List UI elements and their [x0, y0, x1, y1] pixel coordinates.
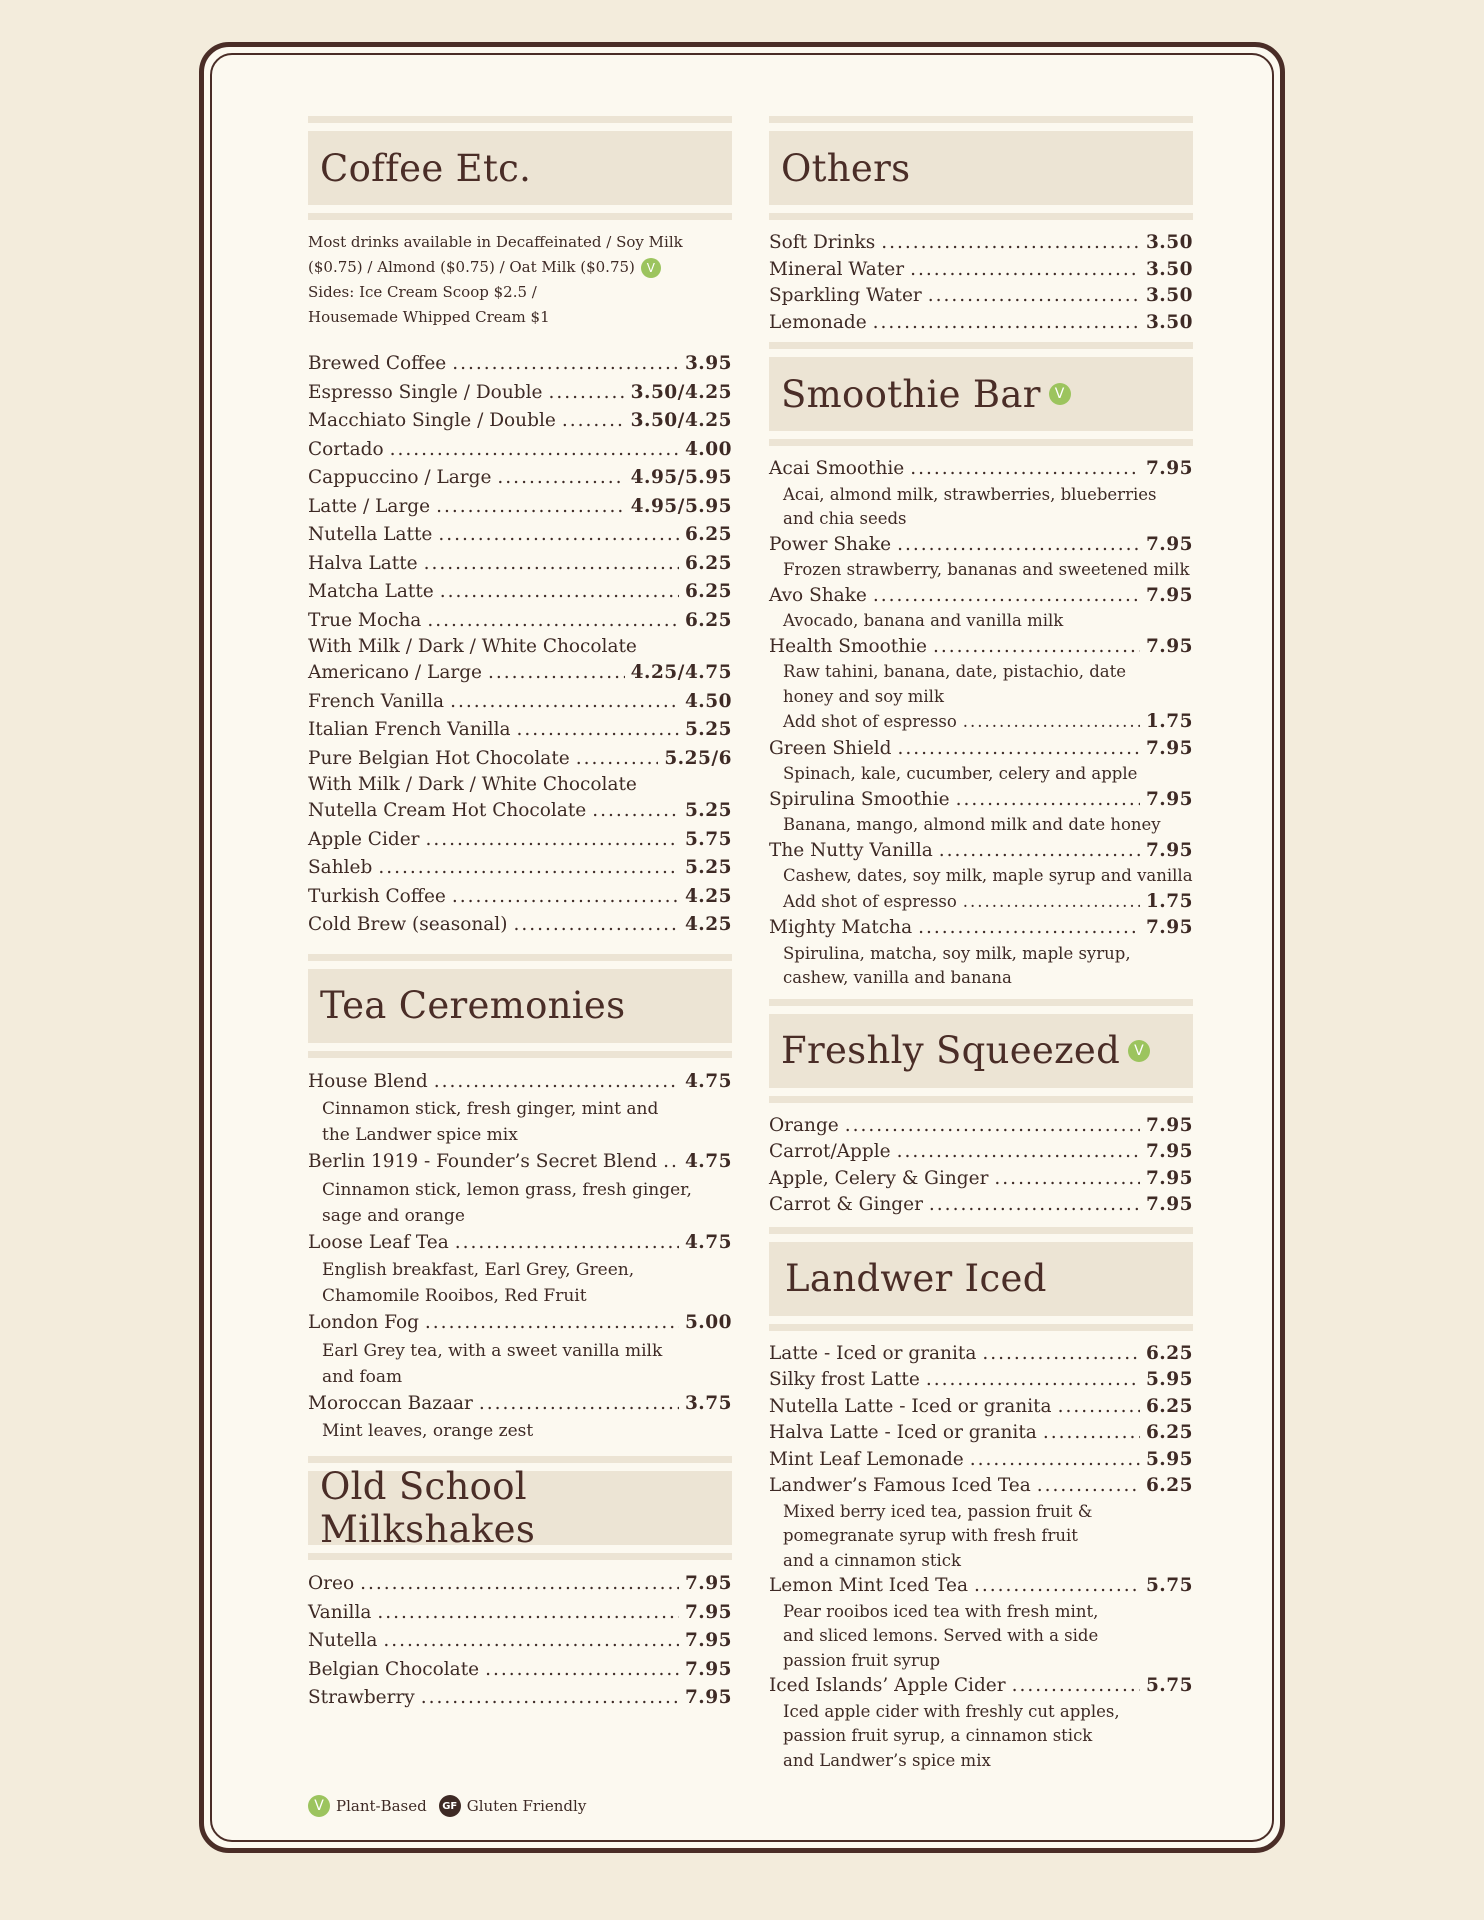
tea-title: Tea Ceremonies: [320, 984, 626, 1027]
menu-item: [308, 464, 732, 493]
coffee-note-line: Sides: Ice Cream Scoop $2.5 /: [308, 283, 537, 301]
item-name: Strawberry: [308, 1687, 415, 1708]
smoothie-list: [769, 456, 1193, 991]
item-name: Spirulina Smoothie: [769, 788, 950, 810]
item-description: Mixed berry iced tea, passion fruit &: [783, 1501, 1093, 1521]
item-name: Belgian Chocolate: [308, 1658, 480, 1680]
item-price: 4.75: [684, 1151, 732, 1172]
item-name: Halva Latte - Iced or granita: [769, 1422, 1037, 1443]
dot-leader: [450, 688, 679, 717]
menu-item: [769, 257, 1193, 284]
squeezed-header: [769, 999, 1193, 1103]
menu-item: [769, 1573, 1193, 1600]
menu-item: [769, 230, 1193, 257]
item-price: 5.25: [684, 719, 732, 740]
dot-leader: [1058, 1394, 1140, 1421]
dot-leader: [440, 578, 679, 607]
dot-leader: [390, 436, 679, 465]
item-price: 7.95: [684, 1687, 732, 1708]
menu-item: [308, 578, 732, 607]
menu-item: [308, 1068, 732, 1097]
menu-item: [769, 1192, 1193, 1219]
dot-leader: [1043, 1420, 1140, 1447]
item-price: 3.50: [1145, 285, 1193, 306]
item-name: Macchiato Single / Double: [308, 410, 556, 431]
item-name: Vanilla: [308, 1601, 372, 1623]
item-name: Mineral Water: [769, 258, 905, 280]
item-name: Apple, Celery & Ginger: [769, 1167, 989, 1189]
menu-item: [769, 456, 1193, 483]
menu-item: [769, 1341, 1193, 1368]
item-description: cashew, vanilla and banana: [783, 968, 1012, 987]
item-name: Orange: [769, 1114, 839, 1136]
item-price: 3.75: [684, 1392, 732, 1414]
menu-item: [769, 583, 1193, 610]
item-name: Latte / Large: [308, 495, 431, 517]
item-price: 5.00: [684, 1312, 732, 1333]
menu-item: [769, 1420, 1193, 1447]
menu-item: [308, 854, 732, 883]
item-name: Iced Islands’ Apple Cider: [769, 1675, 1006, 1696]
tea-list: [308, 1068, 732, 1445]
menu-item: [769, 838, 1193, 865]
menu-item: [308, 797, 732, 826]
menu-item: [308, 688, 732, 717]
dot-leader: [926, 1367, 1140, 1394]
dot-leader: [488, 659, 625, 688]
item-price: 4.75: [684, 1070, 732, 1092]
dot-leader: [383, 1627, 679, 1656]
item-name: Loose Leaf Tea: [308, 1231, 449, 1253]
dot-leader: [918, 915, 1140, 942]
menu-item: [308, 1684, 732, 1713]
menu-item: [308, 1599, 732, 1628]
item-price: 6.25: [684, 609, 732, 631]
item-price: 4.00: [684, 438, 732, 460]
plant-based-icon: V: [1128, 1040, 1150, 1062]
item-description: Spinach, kale, cucumber, celery and apple: [783, 764, 1138, 783]
coffee-note: [308, 230, 732, 330]
item-price: 7.95: [1145, 839, 1193, 861]
item-price: 5.75: [1145, 1675, 1193, 1696]
dot-leader: [360, 1570, 679, 1599]
item-name: Espresso Single / Double: [308, 381, 543, 403]
item-name: Berlin 1919 - Founder’s Secret Blend: [308, 1151, 658, 1172]
legend: [308, 1795, 586, 1817]
dot-leader: [963, 889, 1140, 916]
menu-item: [769, 532, 1193, 559]
others-list: [769, 230, 1193, 336]
smoothie-header: [769, 342, 1193, 446]
dot-leader: [485, 1656, 679, 1685]
item-description: Banana, mango, almond milk and date honey: [783, 815, 1161, 834]
menu-item: [308, 607, 732, 636]
item-price: 4.75: [684, 1231, 732, 1253]
legend-plant-label: Plant-Based: [336, 1797, 427, 1815]
item-price: 5.75: [1145, 1575, 1193, 1596]
menu-item: [769, 310, 1193, 337]
item-price: 6.25: [684, 552, 732, 574]
item-name: Power Shake: [769, 533, 892, 555]
milkshakes-list: [308, 1570, 732, 1713]
dot-leader: [897, 1139, 1140, 1166]
menu-item: [308, 826, 732, 855]
menu-item: [308, 745, 732, 774]
item-name: Moroccan Bazaar: [308, 1392, 473, 1414]
gluten-friendly-icon: GF: [439, 1795, 461, 1817]
dot-leader: [970, 1447, 1140, 1474]
dot-leader: [436, 493, 625, 522]
item-description: and chia seeds: [783, 509, 907, 528]
item-name: Cold Brew (seasonal): [308, 914, 508, 935]
dot-leader: [1012, 1673, 1140, 1700]
iced-header: [769, 1227, 1193, 1331]
item-price: 7.95: [1145, 1141, 1193, 1162]
item-name: Halva Latte: [308, 552, 418, 574]
item-description: passion fruit syrup: [783, 1650, 941, 1670]
menu-item: [308, 1309, 732, 1338]
item-price: 1.75: [1145, 890, 1193, 912]
dot-leader: [873, 310, 1140, 337]
item-price: 5.95: [1145, 1369, 1193, 1390]
coffee-header: [308, 116, 732, 220]
item-name: The Nutty Vanilla: [769, 839, 933, 861]
menu-item: [769, 1113, 1193, 1140]
item-variant: With Milk / Dark / White Chocolate: [308, 636, 637, 657]
menu-item: [769, 1367, 1193, 1394]
item-description: Spirulina, matcha, soy milk, maple syrup,: [783, 943, 1131, 963]
dot-leader: [497, 464, 624, 493]
item-name: Cappuccino / Large: [308, 467, 492, 488]
dot-leader: [424, 550, 679, 579]
menu-item: [769, 787, 1193, 814]
item-price: 7.95: [1145, 533, 1193, 555]
dot-leader: [994, 1166, 1140, 1193]
item-price: 7.95: [684, 1658, 732, 1680]
item-name: Cortado: [308, 438, 384, 460]
menu-item: [308, 716, 732, 745]
dot-leader: [873, 583, 1140, 610]
item-name: Apple Cider: [308, 828, 420, 850]
item-name: Mint Leaf Lemonade: [769, 1448, 964, 1470]
dot-leader: [576, 745, 659, 774]
iced-title: Landwer Iced: [785, 1257, 1047, 1300]
item-name: Turkish Coffee: [308, 885, 446, 907]
dot-leader: [1037, 1473, 1140, 1500]
item-price: 7.95: [1145, 584, 1193, 606]
item-name: Add shot of espresso: [783, 891, 957, 911]
item-description: Avocado, banana and vanilla milk: [783, 611, 1064, 630]
menu-item: [308, 493, 732, 522]
item-price: 7.95: [684, 1630, 732, 1651]
item-price: 5.25: [684, 857, 732, 878]
item-price: 3.95: [684, 353, 732, 374]
item-price: 6.25: [684, 524, 732, 545]
tea-header: [308, 954, 732, 1058]
others-header: [769, 116, 1193, 220]
item-name: French Vanilla: [308, 690, 445, 712]
item-price: 4.25: [684, 885, 732, 907]
item-price: 4.25/4.75: [630, 662, 732, 683]
menu-item: [308, 1570, 732, 1599]
item-description: Cinnamon stick, lemon grass, fresh ginger,: [322, 1179, 692, 1200]
item-name: True Mocha: [308, 609, 422, 631]
plant-based-icon: V: [1049, 383, 1071, 405]
item-description: passion fruit syrup, a cinnamon stick: [783, 1726, 1093, 1745]
dot-leader: [974, 1573, 1140, 1600]
item-price: 3.50/4.25: [630, 410, 732, 431]
milkshakes-header: [308, 1456, 732, 1560]
dot-leader: [963, 709, 1140, 736]
coffee-note-line: Housemade Whipped Cream $1: [308, 308, 550, 326]
item-description: and Landwer’s spice mix: [783, 1750, 991, 1770]
dot-leader: [425, 1309, 679, 1338]
dot-leader: [377, 1599, 679, 1628]
item-description: Mint leaves, orange zest: [322, 1421, 534, 1441]
item-name: Acai Smoothie: [769, 458, 905, 479]
item-description: honey and soy milk: [783, 686, 944, 706]
item-price: 3.50/4.25: [630, 381, 732, 403]
item-name: London Fog: [308, 1312, 419, 1333]
iced-list: [769, 1341, 1193, 1774]
item-name: Landwer’s Famous Iced Tea: [769, 1475, 1031, 1496]
dot-leader: [845, 1113, 1140, 1140]
item-name: Nutella Latte - Iced or granita: [769, 1395, 1052, 1417]
item-description: and foam: [322, 1366, 403, 1387]
menu-item: [308, 659, 732, 688]
plant-based-icon: V: [641, 258, 661, 278]
item-description: and a cinnamon stick: [783, 1550, 962, 1570]
dot-leader: [455, 1229, 679, 1258]
menu-item: [308, 1390, 732, 1419]
item-description: English breakfast, Earl Grey, Green,: [322, 1260, 635, 1280]
menu-item: [308, 379, 732, 408]
item-price: 7.95: [1145, 737, 1193, 759]
menu-item: [308, 911, 732, 940]
menu-item: [769, 634, 1193, 661]
item-price: 7.95: [1145, 635, 1193, 657]
dot-leader: [663, 1148, 679, 1177]
item-description: Chamomile Rooibos, Red Fruit: [322, 1286, 587, 1306]
menu-item: [769, 1473, 1193, 1500]
dot-leader: [592, 797, 679, 826]
item-price: 6.25: [684, 581, 732, 602]
item-description: Pear rooibos iced tea with fresh mint,: [783, 1601, 1099, 1621]
item-name: Nutella: [308, 1630, 378, 1651]
item-name: Carrot & Ginger: [769, 1194, 923, 1215]
dot-leader: [452, 350, 679, 379]
item-price: 7.95: [1145, 1114, 1193, 1136]
menu-item: [308, 1148, 732, 1177]
item-price: 4.95/5.95: [630, 495, 732, 517]
item-name: Nutella Latte: [308, 524, 433, 545]
item-price: 6.25: [1145, 1342, 1193, 1364]
item-price: 7.95: [1145, 1194, 1193, 1215]
item-name: Brewed Coffee: [308, 353, 447, 374]
left-column: [308, 116, 732, 1713]
right-column: [769, 116, 1193, 1773]
legend-gluten-label: Gluten Friendly: [466, 1797, 587, 1815]
dot-leader: [881, 230, 1140, 257]
item-price: 3.50: [1145, 258, 1193, 280]
menu-item: [769, 915, 1193, 942]
item-name: Oreo: [308, 1573, 355, 1594]
item-name: Latte - Iced or granita: [769, 1342, 977, 1364]
item-variant: With Milk / Dark / White Chocolate: [308, 774, 637, 795]
menu-item: [769, 1673, 1193, 1700]
item-name: House Blend: [308, 1070, 428, 1092]
menu-item: [308, 1656, 732, 1685]
others-title: Others: [781, 146, 911, 190]
dot-leader: [910, 257, 1140, 284]
dot-leader: [929, 1192, 1140, 1219]
dot-leader: [548, 379, 624, 408]
item-name: Carrot/Apple: [769, 1141, 891, 1162]
item-name: Avo Shake: [769, 584, 867, 606]
menu-item: [308, 407, 732, 436]
item-price: 6.25: [1145, 1395, 1193, 1417]
item-price: 5.25/6: [664, 747, 732, 769]
dot-leader: [426, 826, 679, 855]
coffee-list: [308, 350, 732, 940]
item-description: Cinnamon stick, fresh ginger, mint and: [322, 1099, 659, 1119]
item-price: 3.50: [1145, 311, 1193, 333]
item-name: Mighty Matcha: [769, 917, 913, 938]
item-description: Earl Grey tea, with a sweet vanilla milk: [322, 1340, 663, 1361]
squeezed-title: Freshly Squeezed: [781, 1029, 1121, 1072]
dot-leader: [378, 854, 679, 883]
dot-leader: [898, 736, 1140, 763]
dot-leader: [517, 716, 679, 745]
item-price: 7.95: [684, 1573, 732, 1594]
item-description: Acai, almond milk, strawberries, blueberries: [783, 484, 1157, 504]
menu-item: [308, 883, 732, 912]
menu-item: [769, 1139, 1193, 1166]
item-name: Sparkling Water: [769, 285, 922, 306]
item-price: 4.95/5.95: [630, 467, 732, 488]
menu-item: [308, 550, 732, 579]
plant-based-icon: V: [308, 1795, 330, 1817]
item-price: 7.95: [1145, 458, 1193, 479]
item-name: Nutella Cream Hot Chocolate: [308, 800, 587, 821]
item-name: Sahleb: [308, 857, 373, 878]
menu-item: [769, 1166, 1193, 1193]
addon-item: [769, 709, 1193, 736]
menu-item: [308, 1627, 732, 1656]
item-description: Iced apple cider with freshly cut apples,: [783, 1701, 1120, 1721]
dot-leader: [452, 883, 679, 912]
item-price: 6.25: [1145, 1475, 1193, 1496]
item-description: Raw tahini, banana, date, pistachio, date: [783, 662, 1127, 681]
item-price: 5.95: [1145, 1448, 1193, 1470]
item-price: 3.50: [1145, 232, 1193, 253]
menu-item: [308, 350, 732, 379]
dot-leader: [479, 1390, 679, 1419]
item-name: Silky frost Latte: [769, 1369, 920, 1390]
menu-item: [308, 521, 732, 550]
addon-item: [769, 889, 1193, 916]
dot-leader: [933, 634, 1140, 661]
item-price: 5.25: [684, 800, 732, 821]
item-price: 7.95: [1145, 917, 1193, 938]
coffee-note-line: Most drinks available in Decaffeinated / Soy Milk: [308, 233, 683, 251]
item-price: 7.95: [1145, 1167, 1193, 1189]
coffee-title: Coffee Etc.: [320, 146, 532, 190]
item-description: sage and orange: [322, 1205, 465, 1226]
menu-item: [769, 1394, 1193, 1421]
item-description: the Landwer spice mix: [322, 1125, 518, 1145]
item-price: 4.50: [684, 690, 732, 712]
dot-leader: [562, 407, 625, 436]
item-description: Frozen strawberry, bananas and sweetened milk: [783, 560, 1190, 579]
item-price: 4.25: [684, 914, 732, 935]
smoothie-title: Smoothie Bar: [781, 372, 1041, 416]
menu-item: [308, 1229, 732, 1258]
dot-leader: [427, 607, 679, 636]
item-description: pomegranate syrup with fresh fruit: [783, 1526, 1078, 1545]
item-name: Italian French Vanilla: [308, 719, 511, 740]
dot-leader: [928, 283, 1140, 310]
item-price: 5.75: [684, 828, 732, 850]
item-price: 6.25: [1145, 1422, 1193, 1443]
dot-leader: [939, 838, 1140, 865]
dot-leader: [897, 532, 1140, 559]
coffee-note-line: ($0.75) / Almond ($0.75) / Oat Milk ($0.75): [308, 258, 635, 276]
item-name: Pure Belgian Hot Chocolate: [308, 747, 570, 769]
dot-leader: [434, 1068, 679, 1097]
dot-leader: [513, 911, 679, 940]
item-name: Matcha Latte: [308, 581, 434, 602]
milkshakes-title: Old School Milkshakes: [320, 1465, 536, 1551]
item-price: 7.95: [1145, 788, 1193, 810]
item-name: Add shot of espresso: [783, 712, 957, 731]
menu-item: [308, 436, 732, 465]
dot-leader: [982, 1341, 1140, 1368]
item-name: Soft Drinks: [769, 232, 876, 253]
item-name: Americano / Large: [308, 662, 482, 683]
item-description: and sliced lemons. Served with a side: [783, 1626, 1099, 1645]
dot-leader: [438, 521, 679, 550]
item-name: Health Smoothie: [769, 635, 927, 657]
item-price: 1.75: [1145, 711, 1193, 732]
item-name: Green Shield: [769, 737, 892, 759]
menu-item: [769, 736, 1193, 763]
item-name: Lemon Mint Iced Tea: [769, 1575, 969, 1596]
squeezed-list: [769, 1113, 1193, 1219]
item-name: Lemonade: [769, 311, 867, 333]
item-description: Cashew, dates, soy milk, maple syrup and vanilla: [783, 866, 1193, 885]
menu-item: [769, 1447, 1193, 1474]
dot-leader: [956, 787, 1140, 814]
dot-leader: [421, 1684, 679, 1713]
item-price: 7.95: [684, 1601, 732, 1623]
dot-leader: [910, 456, 1140, 483]
menu-item: [769, 283, 1193, 310]
